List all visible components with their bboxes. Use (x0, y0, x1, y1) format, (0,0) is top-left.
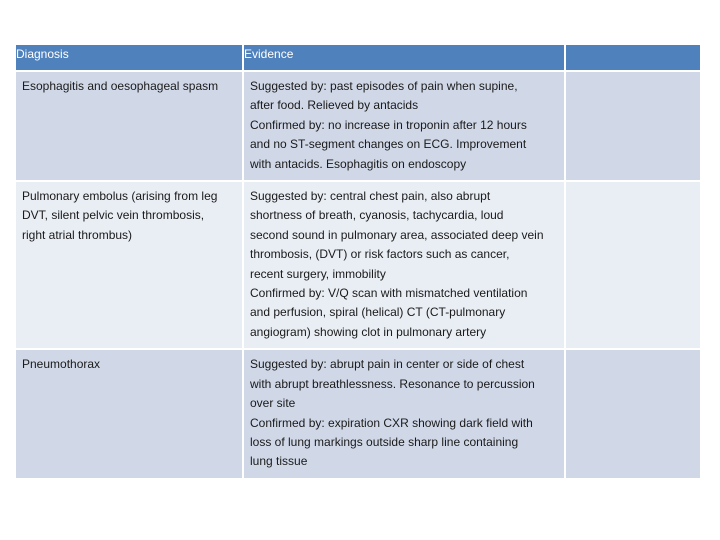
evidence-line: angiogram) showing clot in pulmonary artery (250, 324, 487, 339)
diagnosis-text: Esophagitis and oesophageal spasm (22, 79, 219, 93)
evidence-line: with antacids. Esophagitis on endoscopy (250, 156, 467, 171)
header-diagnosis: Diagnosis (15, 44, 243, 71)
evidence-line: with abrupt breathlessness. Resonance to percussion (250, 376, 535, 391)
table-header-row (15, 44, 701, 71)
table-row (15, 349, 701, 478)
header-evidence: Evidence (243, 44, 565, 71)
evidence-line: Suggested by: past episodes of pain when supine, (250, 79, 518, 93)
evidence-cell (243, 349, 565, 478)
diagnosis-cell (15, 349, 243, 478)
evidence-line: Confirmed by: V/Q scan with mismatched ventilation (250, 286, 528, 301)
evidence-line: and perfusion, spiral (helical) CT (CT-pulmonary (250, 305, 506, 320)
header-blank (565, 44, 701, 71)
blank-cell (565, 349, 701, 478)
evidence-cell (243, 181, 565, 349)
evidence-line: Suggested by: abrupt pain in center or side of chest (250, 357, 525, 372)
evidence-line: recent surgery, immobility (250, 266, 386, 281)
evidence-line: and no ST-segment changes on ECG. Improvement (250, 137, 527, 152)
evidence-line: thrombosis, (DVT) or risk factors such as cancer, (250, 247, 510, 262)
evidence-line: after food. Relieved by antacids (250, 98, 419, 113)
diagnosis-text: Pulmonary embolus (arising from leg (22, 189, 218, 204)
evidence-line: Suggested by: central chest pain, also abrupt (250, 189, 491, 204)
evidence-line: second sound in pulmonary area, associated deep vein (250, 227, 544, 242)
evidence-line: over site (250, 396, 296, 411)
evidence-line: loss of lung markings outside sharp line containing (250, 434, 519, 449)
diagnosis-text: right atrial thrombus) (22, 227, 133, 242)
diagnosis-cell (15, 181, 243, 349)
table-row (15, 181, 701, 349)
diagnosis-text: Pneumothorax (22, 357, 101, 372)
evidence-cell (243, 71, 565, 181)
evidence-line: Confirmed by: no increase in troponin after 12 hours (250, 117, 527, 132)
diagnosis-text: DVT, silent pelvic vein thrombosis, (22, 208, 205, 223)
evidence-line: lung tissue (250, 454, 308, 469)
blank-cell (565, 71, 701, 181)
diagnosis-evidence-table (14, 43, 702, 480)
evidence-line: shortness of breath, cyanosis, tachycardia, loud (250, 208, 504, 223)
table-row (15, 71, 701, 181)
evidence-line: Confirmed by: expiration CXR showing dark field with (250, 415, 533, 430)
diagnosis-cell (15, 71, 243, 181)
blank-cell (565, 181, 701, 349)
